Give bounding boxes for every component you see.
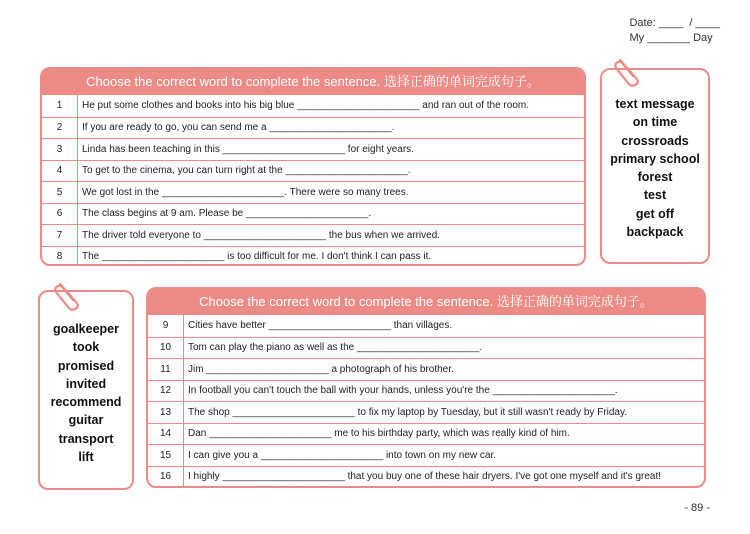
sentence-text: Jim ______________________ a photograph of his brother. <box>188 363 454 375</box>
exercise-panel-2 <box>146 287 706 488</box>
sentence-row <box>42 160 584 182</box>
word-bank-2 <box>38 290 134 490</box>
word-bank-item: took <box>72 340 100 355</box>
sentence-text: In football you can't touch the ball with your hands, unless you're the ______________________. <box>188 385 618 397</box>
sentence-text: Cities have better ______________________ than villages. <box>188 320 453 332</box>
sentence-row <box>42 138 584 160</box>
item-number: 12 <box>148 381 184 402</box>
word-bank-item: test <box>643 188 667 203</box>
item-number: 1 <box>42 95 78 117</box>
day-line: My _______ Day <box>629 32 713 44</box>
item-number: 3 <box>42 139 78 160</box>
sentence-text: He put some clothes and books into his big blue ______________________ and ran out of the room. <box>82 100 529 112</box>
item-number: 5 <box>42 182 78 203</box>
sentence-text: I highly ______________________ that you buy one of these hair dryers. I've got one myself and it's great! <box>188 471 662 483</box>
sentence-row <box>148 444 704 466</box>
sentence-text: Linda has been teaching in this ______________________ for eight years. <box>82 143 414 155</box>
date-line: Date: ____ / ____ <box>629 17 720 29</box>
word-bank-item: get off <box>635 206 675 221</box>
word-bank-item: goalkeeper <box>52 322 119 336</box>
sentence-row <box>148 315 704 337</box>
sentence-text: The driver told everyone to ______________________ the bus when we arrived. <box>82 229 441 241</box>
item-number: 10 <box>148 338 184 359</box>
item-number: 2 <box>42 118 78 139</box>
sentence-text: Tom can play the piano as well as the ______________________. <box>188 342 483 354</box>
sentence-text: Dan ______________________ me to his birthday party, which was really kind of him. <box>188 428 570 440</box>
item-number: 13 <box>148 402 184 423</box>
sentence-text: We got lost in the ______________________. There were so many trees. <box>82 186 409 198</box>
sentence-text: I can give you a ______________________ into town on my new car. <box>188 449 497 461</box>
date-block <box>629 16 720 46</box>
sentence-row <box>148 337 704 359</box>
word-bank-item: forest <box>637 170 673 185</box>
sentence-row <box>42 117 584 139</box>
item-number: 6 <box>42 204 78 225</box>
sentence-row <box>42 246 584 267</box>
sentence-text: The ______________________ is too difficult for me. I don't think I can pass it. <box>82 251 432 263</box>
sentence-list-1 <box>42 95 584 266</box>
item-number: 4 <box>42 161 78 182</box>
instruction-header-2: Choose the correct word to complete the sentence. 选择正确的单词完成句子。 <box>148 289 704 315</box>
sentence-row <box>148 380 704 402</box>
item-number: 16 <box>148 467 184 488</box>
sentence-row <box>42 224 584 246</box>
sentence-text: If you are ready to go, you can send me a ______________________. <box>82 122 395 134</box>
item-number: 8 <box>42 247 78 267</box>
instruction-header-1: Choose the correct word to complete the sentence. 选择正确的单词完成句子。 <box>42 69 584 95</box>
exercise-panel-1 <box>40 67 586 266</box>
item-number: 9 <box>148 315 184 337</box>
word-bank-item: invited <box>65 376 107 391</box>
word-bank-item: guitar <box>68 413 104 428</box>
paper-clip-icon <box>52 278 86 312</box>
sentence-row <box>148 423 704 445</box>
item-number: 15 <box>148 445 184 466</box>
word-bank-item: text message <box>615 97 695 111</box>
word-bank-1 <box>600 68 710 264</box>
sentence-row <box>148 358 704 380</box>
item-number: 14 <box>148 424 184 445</box>
sentence-row <box>148 401 704 423</box>
sentence-text: The class begins at 9 am. Please be ______________________. <box>82 208 372 220</box>
page-number: - 89 - <box>684 502 710 514</box>
paper-clip-icon <box>612 54 646 88</box>
word-bank-item: backpack <box>626 225 684 240</box>
sentence-text: The shop ______________________ to fix my laptop by Tuesday, but it still wasn't ready by Friday. <box>188 406 628 418</box>
item-number: 7 <box>42 225 78 246</box>
sentence-row <box>42 95 584 117</box>
sentence-row <box>42 203 584 225</box>
item-number: 11 <box>148 359 184 380</box>
word-bank-item: lift <box>78 450 94 465</box>
sentence-row <box>148 466 704 488</box>
word-bank-item: on time <box>632 115 678 130</box>
sentence-row <box>42 181 584 203</box>
word-bank-item: promised <box>57 358 115 373</box>
word-bank-item: crossroads <box>621 133 689 148</box>
sentence-text: To get to the cinema, you can turn right at the ______________________. <box>82 165 411 177</box>
word-bank-item: recommend <box>50 395 122 410</box>
sentence-list-2 <box>148 315 704 487</box>
word-bank-item: transport <box>58 431 114 446</box>
word-bank-item: primary school <box>610 151 700 166</box>
